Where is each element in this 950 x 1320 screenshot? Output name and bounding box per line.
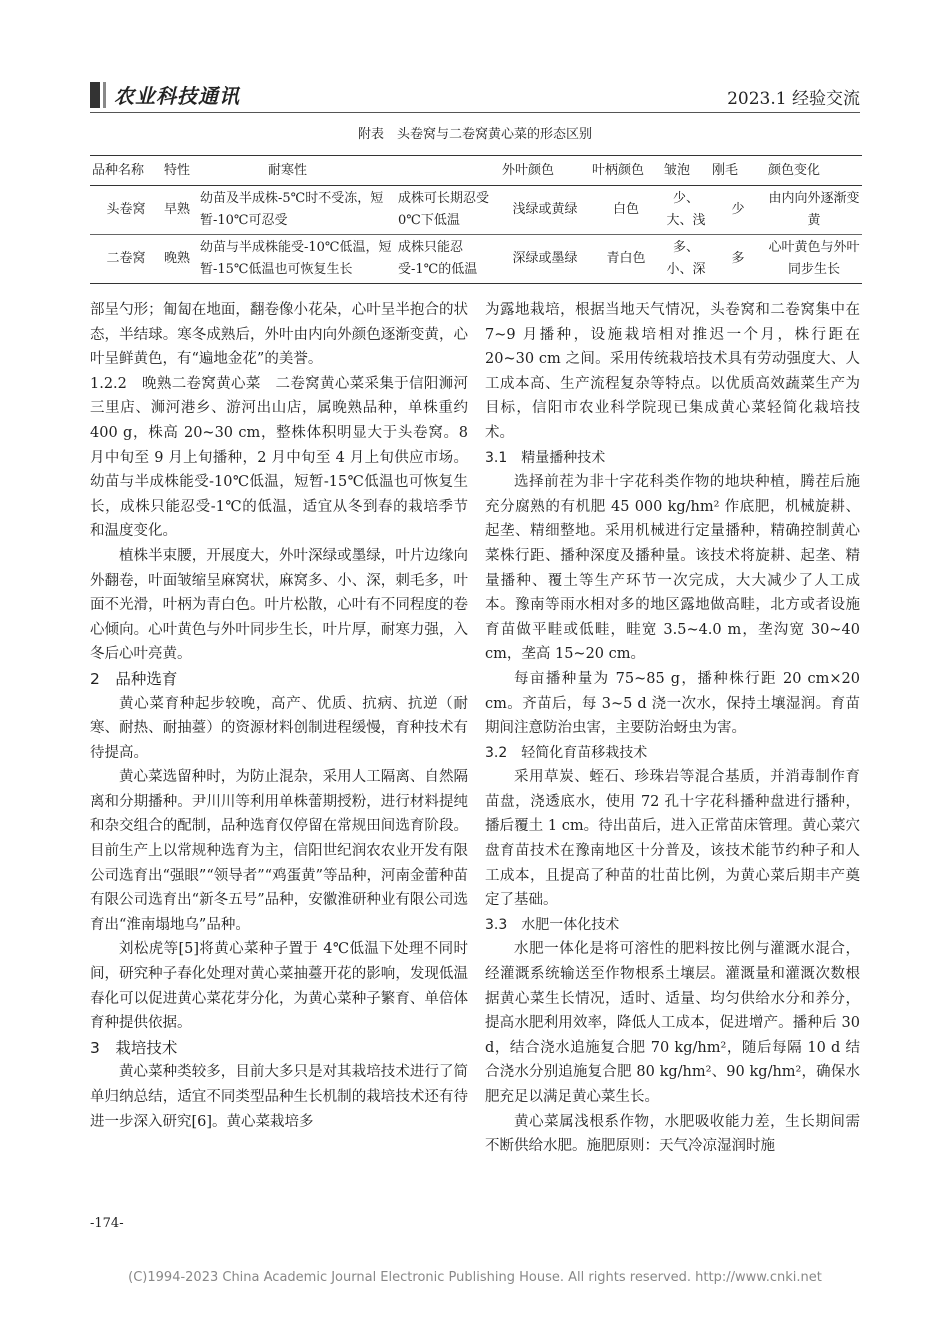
cell-color-change: 由内向外逐渐变黄 bbox=[766, 186, 862, 235]
table-row bbox=[90, 235, 862, 284]
table-row bbox=[90, 186, 862, 235]
left-column bbox=[90, 298, 468, 1134]
cell-hair: 多 bbox=[710, 235, 766, 284]
paragraph: 黄心菜选留种时，为防止混杂，采用人工隔离、自然隔离和分期播种。尹川川等利用单株蕾期授粉，进行材料提纯和杂交组合的配制，品种选育仅停留在常规田间选育阶段。目前生产上以常规种选育为主，信阳世纪润农农业开发有限公司选育出“强眼”“领导者”“鸡蛋黄”等品种，河南金蕾种苗有限公司选育出“新冬五号”品种，安徽淮研种业有限公司选育出“淮南塌地乌”品种。 bbox=[90, 769, 468, 933]
page-number: -174- bbox=[90, 1216, 124, 1231]
col-header: 特性 bbox=[162, 156, 198, 186]
col-header: 品种名称 bbox=[90, 156, 162, 186]
cell-blister: 多、小、深 bbox=[662, 235, 710, 284]
paragraph: 为露地栽培，根据当地天气情况，头卷窝和二卷窝集中在 7~9 月播种，设施栽培相对推迟一个月，株行距在 20~30 cm 之间。采用传统栽培技术具有劳动强度大、人工成本高、生产流程复杂等特点。以优质高效蔬菜生产为目标，信阳市农业科学院现已集成黄心菜轻简化栽培技术。 bbox=[485, 302, 860, 441]
cell-color-change: 心叶黄色与外叶同步生长 bbox=[766, 235, 862, 284]
col-header: 耐寒性 bbox=[198, 156, 500, 186]
header-bar-thin bbox=[103, 82, 106, 108]
paragraph: 每亩播种量为 75~85 g，播种株行距 20 cm×20 cm。齐苗后，每 3~5 d 浇一次水，保持土壤湿润。育苗期间注意防治虫害，主要防治蚜虫为害。 bbox=[485, 670, 860, 737]
cell-name: 二卷窝 bbox=[90, 235, 162, 284]
paragraph: 黄心菜属浅根系作物，水肥吸收能力差，生长期间需不断供给水肥。施肥原则：天气冷凉湿润时施 bbox=[485, 1113, 860, 1155]
copyright-footer: (C)1994-2023 China Academic Journal Electronic Publishing House. All rights reserved. http://www.cnki.net bbox=[128, 1270, 822, 1285]
paragraph: 刘松虎等[5]将黄心菜种子置于 4℃低温下处理不同时间，研究种子春化处理对黄心菜抽薹开花的影响，发现低温春化可以促进黄心菜花芽分化，为黄心菜种子繁育、单倍体育种提供依据。 bbox=[90, 941, 468, 1032]
paragraph: 选择前茬为非十字花科类作物的地块种植，腾茬后施充分腐熟的有机肥 45 000 kg/hm² 作底肥，机械旋耕、起垄、精细整地。采用机械进行定量播种，精确控制黄心菜株行距、播种深度及播种量。该技术将旋耕、起垄、精量播种、覆土等生产环节一次完成，大大减少了人工成本。豫南等雨水相对多的地区露地做高畦，北方或者设施育苗做平畦或低畦，畦宽 3.5~4.0 m，垄沟宽 30~40 cm，垄高 15~20 cm。 bbox=[485, 474, 860, 663]
cell-trait: 早熟 bbox=[162, 186, 198, 235]
cell-trait: 晚熟 bbox=[162, 235, 198, 284]
col-header: 叶柄颜色 bbox=[590, 156, 662, 186]
paragraph: 植株半束腰，开展度大，外叶深绿或墨绿，叶片边缘向外翻卷，叶面皱缩呈麻窝状，麻窝多、小、深，刺毛多，叶面不光滑，叶柄为青白色。叶片松散，心叶有不同程度的卷心倾向。心叶黄色与外叶同步生长，叶片厚，耐寒力强，入冬后心叶亮黄。 bbox=[90, 547, 468, 663]
cell-cold-a: 幼苗与半成株能受-10℃低温，短暂-15℃低温也可恢复生长 bbox=[198, 235, 396, 284]
col-header: 外叶颜色 bbox=[500, 156, 590, 186]
paragraph: 黄心菜种类较多，目前大多只是对其栽培技术进行了简单归纳总结，适宜不同类型品种生长机制的栽培技术还有待进一步深入研究[6]。黄心菜栽培多 bbox=[90, 1064, 468, 1130]
morphology-table bbox=[90, 155, 862, 284]
col-header: 皱泡 bbox=[662, 156, 710, 186]
cell-hair: 少 bbox=[710, 186, 766, 235]
subsection-heading: 3.3 水肥一体化技术 bbox=[485, 916, 620, 933]
running-header bbox=[90, 78, 860, 112]
subsection-heading: 3.2 轻简化育苗移栽技术 bbox=[485, 744, 648, 761]
section-heading: 2 品种选育 bbox=[90, 669, 178, 688]
subsection-paragraph: 1.2.2 晚熟二卷窝黄心菜 二卷窝黄心菜采集于信阳浉河三里店、浉河港乡、游河出山店，属晚熟品种，单株重约 400 g，株高 20~30 cm，整株体积明显大于头卷窝。8 月中旬至 9 月上旬播种，2 月中旬至 4 月上旬供应市场。幼苗与半成株能受-10℃低温，短暂-15℃低温也可恢复生长，成株只能忍受-1℃的低温，适宜从冬到春的栽培季节和温度变化。 bbox=[90, 375, 468, 540]
subsection-heading: 3.1 精量播种技术 bbox=[485, 449, 606, 466]
paragraph: 黄心菜育种起步较晚，高产、优质、抗病、抗逆（耐寒、耐热、耐抽薹）的资源材料创制进程缓慢，育种技术有待提高。 bbox=[90, 695, 468, 761]
cell-outer-leaf: 浅绿或黄绿 bbox=[500, 186, 590, 235]
table-caption: 附表 头卷窝与二卷窝黄心菜的形态区别 bbox=[357, 127, 592, 142]
section-heading: 3 栽培技术 bbox=[90, 1038, 178, 1057]
paragraph: 采用草炭、蛭石、珍珠岩等混合基质，并消毒制作育苗盘，浇透底水，使用 72 孔十字花科播种盘进行播种，播后覆土 1 cm。待出苗后，进入正常苗床管理。黄心菜穴盘育苗技术在豫南地区十分普及，该技术能节约种子和人工成本，且提高了种苗的壮苗比例，为黄心菜后期丰产奠定了基础。 bbox=[485, 769, 860, 909]
cell-cold-a: 幼苗及半成株-5℃时不受冻，短暂-10℃可忍受 bbox=[198, 186, 396, 235]
paragraph: 水肥一体化是将可溶性的肥料按比例与灌溉水混合，经灌溉系统输送至作物根系土壤层。灌溉量和灌溉次数根据黄心菜生长情况，适时、适量、均匀供给水分和养分，提高水肥利用效率，降低人工成本，促进增产。播种后 30 d，结合浇水追施复合肥 70 kg/hm²，随后每隔 10 d 结合浇水分别追施复合肥 80 kg/hm²、90 kg/hm²，确保水肥充足以满足黄心菜生长。 bbox=[485, 941, 860, 1105]
header-bar bbox=[90, 82, 100, 108]
cell-blister: 少、大、浅 bbox=[662, 186, 710, 235]
cell-petiole: 白色 bbox=[590, 186, 662, 235]
cell-cold-b: 成株可长期忍受 0℃下低温 bbox=[396, 186, 500, 235]
header-rule bbox=[90, 112, 860, 113]
paragraph: 部呈勺形；匍匐在地面，翻卷像小花朵，心叶呈半抱合的状态，半结球。寒冬成熟后，外叶由内向外颜色逐渐变黄，心叶呈鲜黄色，有“遍地金花”的美誉。 bbox=[90, 302, 468, 368]
journal-logo: 农业科技通讯 bbox=[114, 84, 240, 108]
issue-section: 2023.1 经验交流 bbox=[727, 89, 860, 109]
cell-outer-leaf: 深绿或墨绿 bbox=[500, 235, 590, 284]
table-header-row bbox=[90, 156, 862, 186]
col-header: 刚毛 bbox=[710, 156, 766, 186]
cell-petiole: 青白色 bbox=[590, 235, 662, 284]
right-column bbox=[485, 298, 860, 1159]
cell-name: 头卷窝 bbox=[90, 186, 162, 235]
cell-cold-b: 成株只能忍受-1℃的低温 bbox=[396, 235, 500, 284]
col-header: 颜色变化 bbox=[766, 156, 862, 186]
